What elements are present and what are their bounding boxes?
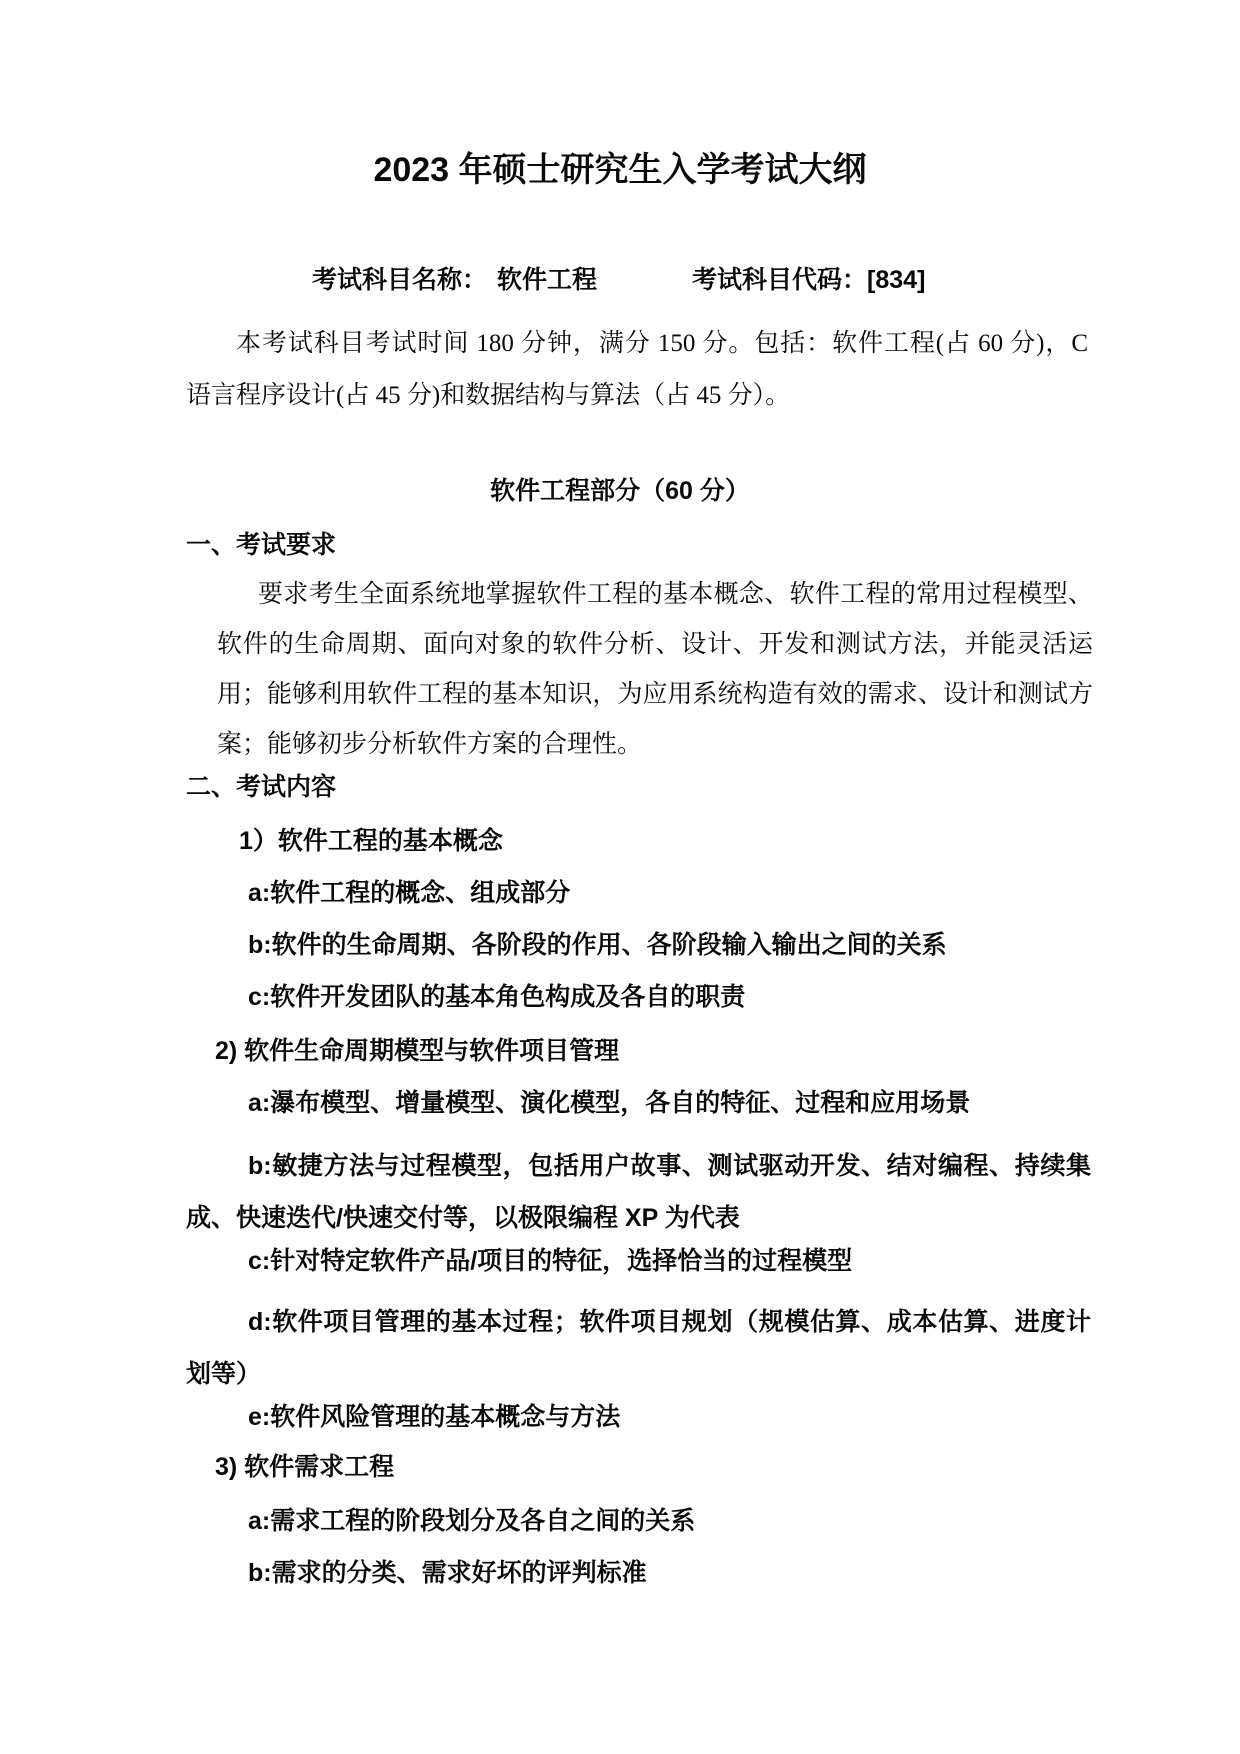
item-2-subitem-c: c:针对特定软件产品/项目的特征，选择恰当的过程模型 — [248, 1247, 853, 1275]
item-2-subitem-b: b:敏捷方法与过程模型，包括用户故事、测试驱动开发、结对编程、持续集成、快速迭代/快速交付等，以极限编程 XP 为代表 — [186, 1152, 1091, 1232]
subject-name-value: 软件工程 — [497, 266, 598, 294]
item-1-subitem-b: b:软件的生命周期、各阶段的作用、各阶段输入输出之间的关系 — [248, 931, 947, 959]
item-3-subitem-b: b:需求的分类、需求好坏的评判标准 — [248, 1559, 647, 1587]
item-1-heading: 1）软件工程的基本概念 — [239, 827, 503, 855]
part-heading: 软件工程部分（60 分） — [490, 477, 750, 505]
item-2-heading: 2) 软件生命周期模型与软件项目管理 — [215, 1037, 620, 1065]
item-1-subitem-a: a:软件工程的概念、组成部分 — [248, 879, 571, 907]
item-2-subitem-a: a:瀑布模型、增量模型、演化模型，各自的特征、过程和应用场景 — [248, 1089, 971, 1117]
item-2-subitem-d: d:软件项目管理的基本过程；软件项目规划（规模估算、成本估算、进度计划等） — [186, 1308, 1091, 1388]
item-1-subitem-c: c:软件开发团队的基本角色构成及各自的职责 — [248, 983, 746, 1011]
item-2-subitem-e: e:软件风险管理的基本概念与方法 — [248, 1403, 621, 1431]
item-3-heading: 3) 软件需求工程 — [215, 1453, 395, 1481]
section-2-heading: 二、考试内容 — [186, 773, 337, 801]
subject-code-value: [834] — [867, 266, 926, 294]
subject-name-label: 考试科目名称： — [312, 266, 488, 294]
document-title: 2023 年硕士研究生入学考试大纲 — [373, 151, 867, 189]
subject-line — [312, 263, 925, 297]
section-1-heading: 一、考试要求 — [186, 531, 337, 559]
intro-paragraph: 本考试科目考试时间 180 分钟，满分 150 分。包括：软件工程(占 60 分)，C 语言程序设计(占 45 分)和数据结构与算法（占 45 分）。 — [186, 330, 1088, 409]
section-1-paragraph: 要求考生全面系统地掌握软件工程的基本概念、软件工程的常用过程模型、软件的生命周期、面向对象的软件分析、设计、开发和测试方法，并能灵活运用；能够利用软件工程的基本知识，为应用系统构造有效的需求、设计和测试方案；能够初步分析软件方案的合理性。 — [217, 581, 1093, 758]
item-3-subitem-a: a:需求工程的阶段划分及各自之间的关系 — [248, 1507, 696, 1535]
subject-code-label: 考试科目代码： — [692, 266, 868, 294]
